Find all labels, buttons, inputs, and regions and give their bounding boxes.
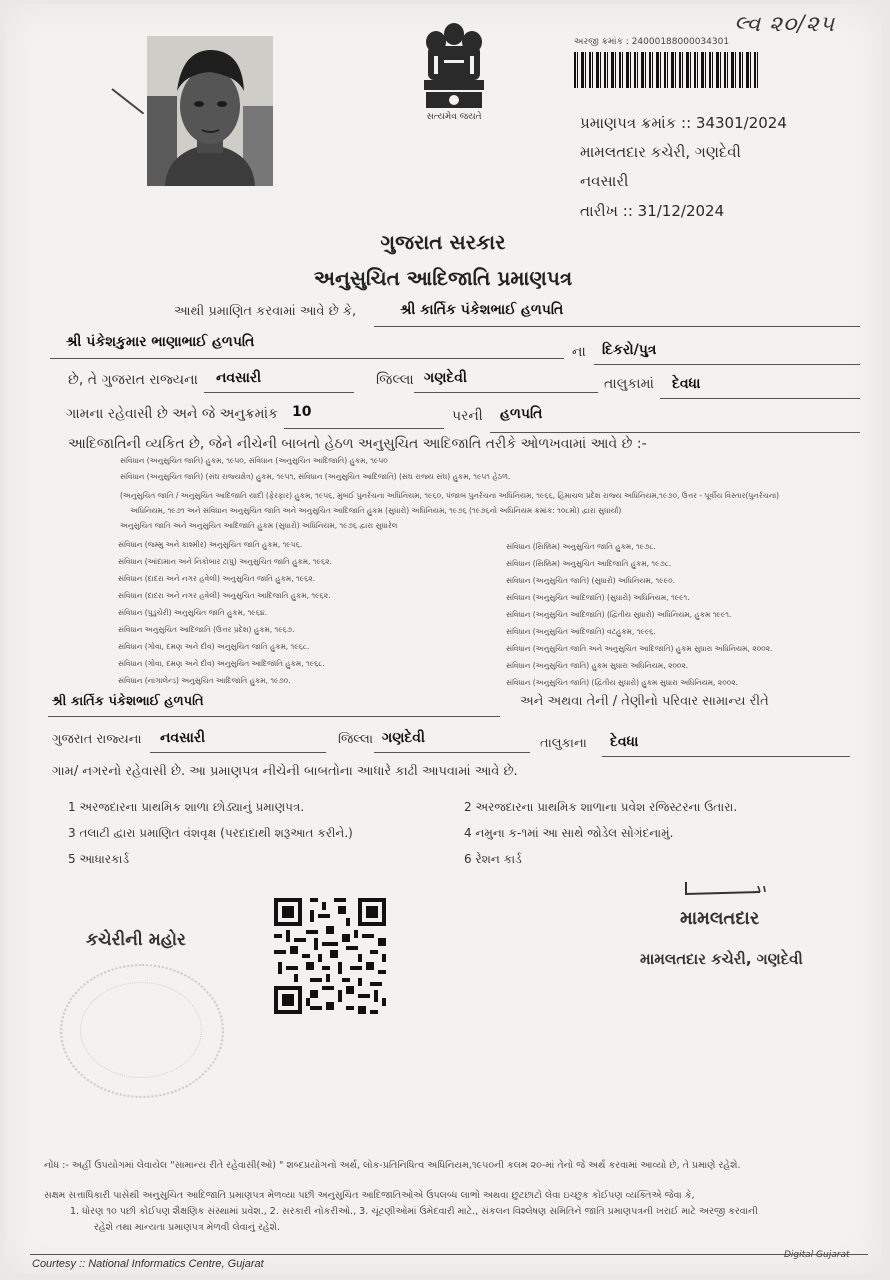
- district-value: નવસારી: [216, 370, 262, 386]
- legal-left-item: સંવિધાન (દાદરા અને નગર હવેલી) અનુસુચિત જાતિ હુકમ, ૧૯૬૨.: [118, 574, 316, 583]
- document-item: 2 અરજદારના પ્રાથમિક શાળાના પ્રવેશ રજિસ્ટરના ઉતારા.: [464, 800, 738, 814]
- residence-village-line: [602, 756, 850, 757]
- father-name: શ્રી પંકેશકુમાર ભાણાભાઈ હળપતિ: [66, 334, 255, 350]
- residence-district-line: [150, 752, 326, 753]
- legal-left-item: સંવિધાન (નાગાલેન્ડ) અનુસુચિત આદિજાતિ હુકમ, ૧૯૭૦.: [118, 676, 291, 685]
- applicant-name-line: [374, 326, 860, 327]
- handwritten-note: લ્વ ૨૦/૨૫: [734, 12, 836, 37]
- photo-pen-mark: [111, 88, 144, 114]
- serial-line: [284, 428, 444, 429]
- relation-line: [594, 364, 860, 365]
- legal-right-item: સંવિધાન (અનુસુચિત જાતિ) (સુધારો) અધિનિયમ, ૧૯૯૦.: [506, 576, 676, 585]
- of-label: ના: [572, 344, 586, 360]
- legal-right-item: સંવિધાન (અનુસુચિત જાતિ) (દ્વિતીય સુધારો) હુકમ સુધારા અધિનિયમ, ૨૦૦૨.: [506, 678, 739, 687]
- legal-right-item: સંવિધાન (અનુસુચિત આદિજાતિ) (સુધારો) અધિનિયમ, ૧૯૯૧.: [506, 593, 690, 602]
- office-seal-label: કચેરીની મહોર: [86, 930, 186, 950]
- office-seal-stamp-inner: [80, 982, 202, 1078]
- application-number-label: અરજી ક્રમાંક : 24000188000034301: [574, 37, 730, 47]
- state-prefix: છે, તે ગુજરાત રાજ્યના: [68, 372, 198, 388]
- legal-right-item: સંવિધાન (અનુસુચિત જાતિ) હુકમ સુધારા અધિનિયમ, ૨૦૦૨.: [506, 661, 689, 670]
- applicant-name: શ્રી કાર્તિક પંકેશભાઈ હળપતિ: [400, 302, 564, 318]
- village-value: દેવધા: [672, 376, 701, 392]
- relation-value: દિકરો/પુત્ર: [602, 342, 657, 358]
- legal-header-line: અનુસુચિત જાતિ અને અનુસુચિત આદિજાતિ હુકમ (સુધારો) અધિનિયમ, ૧૯૭૬ દ્વારા સુધારેલ: [120, 521, 398, 530]
- legal-left-item: સંવિધાન (ગોવા, દમણ અને દીવ) અનુસુચિત જાતિ હુકમ, ૧૯૬૮.: [118, 642, 310, 651]
- certificate-number: [580, 114, 787, 132]
- legal-left-item: સંવિધાન (જમ્મુ અને કાશ્મીર) અનુસુચિત જાતિ હુકમ, ૧૯૫૬.: [118, 540, 303, 549]
- legal-right-item: સંવિધાન (અનુસુચિત જાતિ અને અનુસુચિત આદિજાતિ) હુકમ સુધારા અધિનિયમ, ૨૦૦૨.: [506, 644, 773, 653]
- legal-header-line: (અનુસુચિત જાતિ / અનુસુચિત આદિજાતિ યાદી (ફેરફાર) હુકમ, ૧૯૫૬, મુંબઈ પુનર્રચના અધિનિયમ, ૧૯૬૦, પંજાબ પુનર્રચના અધિનિયમ, ૧૯૬૬, હિમાચલ પ્રદેશ રાજ્ય અધિનિયમ,૧૯૭૦, ઉત્તર - પૂર્વીય વિસ્તાર(પુનર્રચના): [120, 491, 780, 500]
- footer-note: નોંધ :- અહીં ઉપયોગમાં લેવાયેલ "સામાન્ય રીતે રહેવાસી(ઓ) " શબ્દપ્રયોગનો અર્થ, લોક-પ્રતિનિધિત્વ અધિનિયમ,૧૯૫૦ની કલમ ૨૦-માં તેનો જે અર્થ કરવામાં આવ્યો છે, તે પ્રમાણે રહેશે.: [44, 1160, 741, 1171]
- barcode: [574, 52, 758, 88]
- qr-code: [270, 894, 390, 1018]
- issuing-office: મામલતદાર કચેરી, ગણદેવી: [580, 143, 741, 161]
- emblem-motto: સત્યમેવ જયતે: [426, 112, 482, 122]
- legal-header-line: અધિનિયમ, ૧૯૭૧ અને સંવિધાન અનુસુચિત જાતિ અને અનુસુચિત આદિજાતિ હુકમ (સુધારો) અધિનિયમ, ૧૯૭૬ (૧૯૭૬નો અધિનિયમ ક્રમાંક: ૧૦૮મો) દ્વારા સુધાર્યા): [130, 506, 622, 515]
- legal-right-item: સંવિધાન (અનુસુચિત આદિજાતિ) (દ્વિતીય સુધારો) અધિનિયમ, હુકમ ૧૯૯૧.: [506, 610, 732, 619]
- document-item: 6 રેશન કાર્ડ: [464, 852, 522, 866]
- legal-right-item: સંવિધાન (સિક્કિમ) અનુસુચિત આદિજાતિ હુકમ, ૧૯૭૮.: [506, 559, 672, 568]
- applicant-photo: [147, 36, 273, 186]
- residence-taluka-line: [374, 752, 530, 753]
- residence-name-line: [48, 716, 500, 717]
- district-label: જિલ્લા: [376, 372, 414, 388]
- courtesy-text: Courtesy :: National Informatics Centre, Gujarat: [32, 1258, 264, 1270]
- benefit-list-line2: રહેશે તથા માન્યતા પ્રમાણપત્ર મેળવી લેવાનું રહેશે.: [94, 1222, 280, 1233]
- document-item: 5 આધારકાર્ડ: [68, 852, 130, 866]
- district-line: [204, 392, 354, 393]
- legal-right-item: સંવિધાન (સિક્કિમ) અનુસુચિત જાતિ હુકમ, ૧૯૭૮.: [506, 542, 656, 551]
- certificate-page: [4, 4, 882, 1274]
- issuing-district: નવસારી: [580, 172, 629, 190]
- basis-line: ગામ/ નગરનો રહેવાસી છે. આ પ્રમાણપત્ર નીચેની બાબતોના આધારે કાઢી આપવામાં આવે છે.: [52, 764, 518, 779]
- digital-gujarat-text: Digital Gujarat: [784, 1250, 850, 1260]
- residence-state-prefix: ગુજરાત રાજ્યના: [52, 732, 142, 747]
- resident-label: ગામના રહેવાસી છે અને જે અનુક્રમાંક: [66, 406, 278, 422]
- recognition-line: આદિજાતિની વ્યકિત છે, જેને નીચેની બાબતો હેઠળ અનુસુચિત આદિજાતિ તરીકે ઓળખવામાં આવે છે :-: [68, 436, 647, 452]
- residence-village: દેવધા: [610, 734, 639, 750]
- legal-header-line: સંવિધાન (અનુસુચિત જાતિ) હુકમ, ૧૯૫૦, સંવિધાન (અનુસુચિત આદિજાતિ) હુકમ, ૧૯૫૦: [120, 456, 388, 465]
- certificate-number-label: પ્રમાણપત્ર ક્રમાંક: [580, 114, 677, 132]
- certificate-title: અનુસુચિત આદિજાતિ પ્રમાણપત્ર: [313, 266, 573, 290]
- legal-left-item: સંવિધાન (આંદામાન અને નિકોબાર ટાપુ) અનુસુચિત જાતિ હુકમ, ૧૯૬૨.: [118, 557, 332, 566]
- caste-value: હળપતિ: [500, 406, 543, 422]
- taluka-value: ગણદેવી: [424, 370, 467, 386]
- and-or-label: અને અથવા તેની / તેણીનો પરિવાર સામાન્ય રીતે: [520, 694, 769, 709]
- issue-date-value: :: 31/12/2024: [622, 202, 725, 220]
- caste-line: [490, 432, 860, 433]
- benefit-list-line1: 1. ધોરણ ૧૦ પછી કોઈપણ શૈક્ષણિક સંસ્થામાં પ્રવેશ., 2. સરકારી નોકરીઓ., 3. ચૂંટણીઓમાં ઉમેદવારી માટે., સંકલન વિશ્લેષણ સમિતિને જાતિ પ્રમાણપત્રની ખરાઈ માટે અરજી કરવાની: [70, 1206, 758, 1217]
- serial-number: 10: [292, 404, 312, 420]
- certificate-number-value: :: 34301/2024: [681, 114, 787, 132]
- legal-header-line: સંવિધાન (અનુસુચિત જાતિ) (સંઘ રાજ્યક્ષેત્ર) હુકમ, ૧૯૫૧, સંવિધાન (અનુસુચિત આદિજાતિ) (સંઘ રાજ્ય સંઘ) હુકમ, ૧૯૫૧ હેઠળ.: [120, 472, 511, 481]
- issue-date: [580, 202, 724, 220]
- issue-date-label: તારીખ: [580, 202, 618, 220]
- village-line: [660, 398, 860, 399]
- document-item: 4 નમુના ક-૧માં આ સાથે જોડેલ સોગંદનામું.: [464, 826, 674, 840]
- signature-mark: [680, 878, 770, 898]
- residence-taluka-label: તાલુકાના: [540, 736, 587, 751]
- residence-taluka: ગણદેવી: [382, 730, 425, 746]
- document-item: 3 તલાટી દ્વારા પ્રમાણિત વંશવૃક્ષ (પરદાદાથી શરૂઆત કરીને.): [68, 826, 353, 840]
- certify-prefix: આથી પ્રમાણિત કરવામાં આવે છે કે,: [174, 304, 357, 319]
- residence-district-label: જિલ્લા: [338, 732, 374, 747]
- competent-authority-note: સક્ષમ સત્તાધિકારી પાસેથી અનુસુચિત આદિજાતિ પ્રમાણપત્ર મેળવ્યા પછી અનુસુચિત આદિજાતિઓએ ઉપલબ્ધ લાભો અથવા છુટછાટો લેવા ઇચ્છુક કોઈપણ વ્યક્તિએ જેવા કે,: [44, 1190, 695, 1201]
- legal-left-item: સંવિધાન (ગોવા, દમણ અને દીવ) અનુસુચિત આદિજાતિ હુકમ, ૧૯૬૮.: [118, 659, 325, 668]
- father-name-line: [50, 358, 564, 359]
- government-title: ગુજરાત સરકાર: [380, 230, 506, 254]
- residence-name: શ્રી કાર્તિક પંકેશભાઈ હળપતિ: [52, 694, 204, 709]
- footer-rule: [30, 1254, 868, 1255]
- residence-district: નવસારી: [160, 730, 206, 746]
- legal-left-item: સંવિધાન (પુડુચેરી) અનુસુચિત જાતિ હુકમ, ૧૯૬૪.: [118, 608, 267, 617]
- document-item: 1 અરજદારના પ્રાથમિક શાળા છોડ્યાનું પ્રમાણપત્ર.: [68, 800, 305, 814]
- taluka-line: [414, 392, 598, 393]
- legal-left-item: સંવિધાન (દાદરા અને નગર હવેલી) અનુસુચિત આદિજાતિ હુકમ, ૧૯૬૨.: [118, 591, 331, 600]
- legal-left-item: સંવિધાન અનુસુચિત આદિજાતિ (ઉત્તર પ્રદેશ) હુકમ, ૧૯૬૭.: [118, 625, 295, 634]
- caste-label: પરની: [452, 408, 483, 424]
- signatory-office: મામલતદાર કચેરી, ગણદેવી: [640, 950, 803, 968]
- signatory-title: મામલતદાર: [680, 908, 760, 929]
- legal-right-item: સંવિધાન (અનુસુચિત આદિજાતિ) વટહુકમ, ૧૯૯૬.: [506, 627, 656, 636]
- national-emblem: [414, 16, 494, 126]
- taluka-label: તાલુકામાં: [604, 376, 654, 392]
